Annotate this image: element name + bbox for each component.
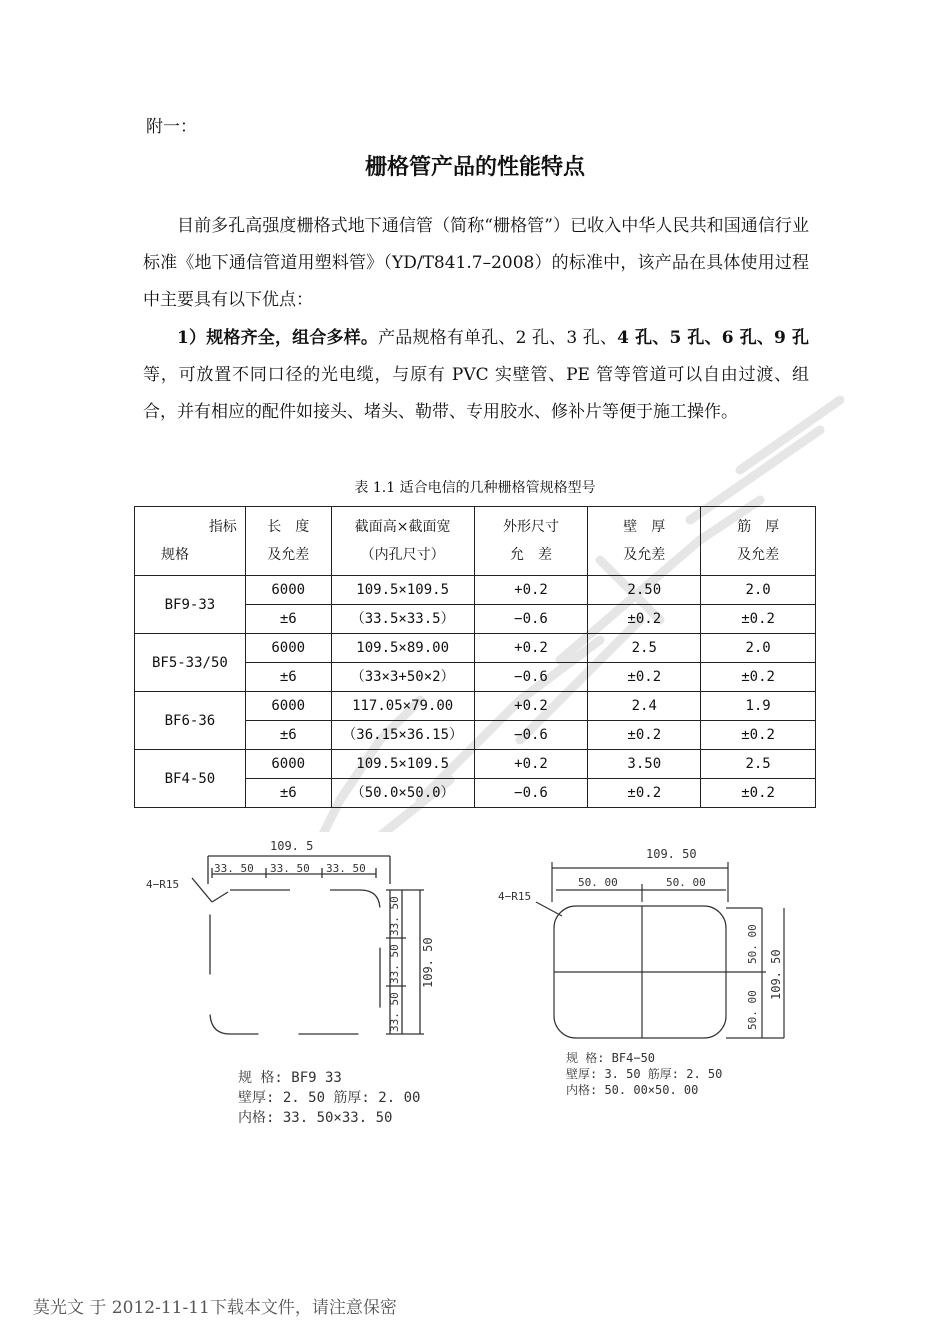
table-caption: 表 1.1 适合电信的几种栅格管规格型号 — [354, 480, 596, 496]
right-vert-dim-1: 50. 00 — [746, 924, 759, 964]
feature-text-2: 等，可放置不同口径的光电缆，与原有 PVC 实壁管、PE 管等管道可以自由过渡、组合，并有相应的配件如接头、堵头、勒带、专用胶水、修补片等便于施工操作。 — [143, 365, 809, 422]
header-corner — [135, 507, 246, 576]
header-rib: 筋 厚 及允差 — [701, 507, 816, 576]
left-vert-dim-1: 33. 50 — [388, 896, 401, 936]
table-cell: −0.6 — [474, 721, 588, 750]
spec-table — [134, 506, 816, 808]
download-notice: 莫光文 于 2012-11-11下载本文件，请注意保密 — [33, 1298, 397, 1318]
left-total-dim: 109. 5 — [270, 839, 314, 853]
spec-cell: BF9-33 — [135, 576, 246, 634]
table-cell: ±0.2 — [588, 779, 701, 808]
feature-text-1: 产品规格有单孔、2 孔、3 孔、 — [378, 328, 618, 348]
left-inner-line: 内格: 33. 50×33. 50 — [238, 1110, 393, 1126]
table-cell: +0.2 — [474, 576, 588, 605]
table-cell: 2.0 — [701, 576, 816, 605]
header-section: 截面高×截面宽 （内孔尺寸） — [331, 507, 474, 576]
left-vert-dim-3: 33. 50 — [388, 992, 401, 1032]
header-length: 长 度 及允差 — [245, 507, 331, 576]
header-wall: 壁 厚 及允差 — [588, 507, 701, 576]
table-cell: ±0.2 — [588, 605, 701, 634]
table-cell: 6000 — [245, 750, 331, 779]
table-cell: ±6 — [245, 721, 331, 750]
appendix-label: 附一： — [146, 117, 197, 137]
right-total-dim: 109. 50 — [646, 847, 697, 861]
table-cell: 3.50 — [588, 750, 701, 779]
right-vert-total: 109. 50 — [769, 949, 783, 1000]
left-cell-dim-2: 33. 50 — [270, 862, 310, 875]
right-cell-dim-1: 50. 00 — [578, 876, 618, 889]
feature-hole-counts: 4 孔、5 孔、6 孔、9 孔 — [617, 328, 809, 348]
table-cell: （33.5×33.5） — [331, 605, 474, 634]
table-cell: （33×3+50×2） — [331, 663, 474, 692]
left-wall-line: 壁厚: 2. 50 筋厚: 2. 00 — [238, 1090, 421, 1106]
table-cell: −0.6 — [474, 605, 588, 634]
table-row — [135, 750, 816, 779]
table-cell: 2.50 — [588, 576, 701, 605]
table-cell: 2.0 — [701, 634, 816, 663]
table-cell: −0.6 — [474, 663, 588, 692]
table-cell: ±6 — [245, 663, 331, 692]
table-cell: 117.05×79.00 — [331, 692, 474, 721]
table-cell: 109.5×109.5 — [331, 576, 474, 605]
left-spec-line: 规 格: BF9 33 — [238, 1070, 342, 1086]
table-cell: 2.5 — [588, 634, 701, 663]
table-cell: 109.5×109.5 — [331, 750, 474, 779]
table-row — [135, 634, 816, 663]
table-header-row — [135, 507, 816, 576]
table-cell: （36.15×36.15） — [331, 721, 474, 750]
drawing-bf9-33 — [140, 832, 440, 1132]
left-vert-total: 109. 50 — [421, 937, 435, 988]
left-cell-dim-1: 33. 50 — [214, 862, 254, 875]
table-cell: 6000 — [245, 692, 331, 721]
table-cell: 1.9 — [701, 692, 816, 721]
table-cell: 2.5 — [701, 750, 816, 779]
table-cell: +0.2 — [474, 750, 588, 779]
drawing-bf4-50 — [494, 840, 804, 1104]
spec-cell: BF6-36 — [135, 692, 246, 750]
feature-heading: 1）规格齐全，组合多样。 — [177, 328, 379, 348]
header-tolerance: 外形尺寸 允 差 — [474, 507, 588, 576]
table-cell: 6000 — [245, 576, 331, 605]
table-cell: ±0.2 — [701, 779, 816, 808]
table-cell: ±0.2 — [588, 721, 701, 750]
table-cell: ±6 — [245, 605, 331, 634]
table-cell: ±0.2 — [701, 663, 816, 692]
right-cell-dim-2: 50. 00 — [666, 876, 706, 889]
left-radius-label: 4−R15 — [146, 878, 180, 891]
header-corner-bottom: 规格 — [161, 547, 189, 563]
table-cell: 109.5×89.00 — [331, 634, 474, 663]
table-cell: −0.6 — [474, 779, 588, 808]
table-row — [135, 692, 816, 721]
table-cell: ±0.2 — [588, 663, 701, 692]
right-inner-line: 内格: 50. 00×50. 00 — [566, 1083, 699, 1097]
feature-paragraph — [143, 320, 809, 431]
table-cell: 2.4 — [588, 692, 701, 721]
right-wall-line: 壁厚: 3. 50 筋厚: 2. 50 — [566, 1067, 723, 1081]
table-cell: （50.0×50.0） — [331, 779, 474, 808]
right-vert-dim-2: 50. 00 — [746, 990, 759, 1030]
table-cell: ±0.2 — [701, 605, 816, 634]
table-cell: ±6 — [245, 779, 331, 808]
table-cell: +0.2 — [474, 692, 588, 721]
page-title: 栅格管产品的性能特点 — [364, 155, 585, 180]
table-cell: 6000 — [245, 634, 331, 663]
right-radius-label: 4−R15 — [498, 890, 532, 903]
table-cell: +0.2 — [474, 634, 588, 663]
header-corner-top: 指标 — [208, 519, 237, 535]
spec-cell: BF4-50 — [135, 750, 246, 808]
table-row — [135, 576, 816, 605]
spec-cell: BF5-33/50 — [135, 634, 246, 692]
left-vert-dim-2: 33. 50 — [388, 944, 401, 984]
table-cell: ±0.2 — [701, 721, 816, 750]
right-spec-line: 规 格: BF4−50 — [566, 1051, 656, 1065]
intro-paragraph: 目前多孔高强度栅格式地下通信管（简称“栅格管”）已收入中华人民共和国通信行业标准《地下通信管道用塑料管》（YD/T841.7–2008）的标准中，该产品在具体使用过程中主要具有以下优点： — [143, 216, 809, 310]
left-cell-dim-3: 33. 50 — [326, 862, 366, 875]
